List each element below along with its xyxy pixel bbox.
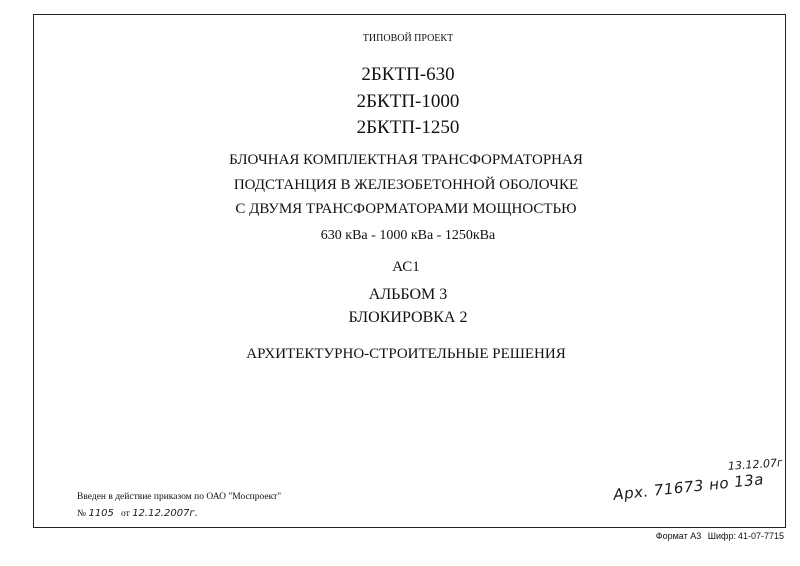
description-line-3: С ДВУМЯ ТРАНСФОРМАТОРАМИ МОЩНОСТЬЮ — [235, 201, 577, 217]
section-title: АРХИТЕКТУРНО-СТРОИТЕЛЬНЫЕ РЕШЕНИЯ — [246, 346, 566, 362]
order-number: 1105 — [88, 508, 114, 519]
order-statement: Введен в действие приказом по ОАО "Моспроект" — [77, 492, 282, 502]
description-line-1: БЛОЧНАЯ КОМПЛЕКТНАЯ ТРАНСФОРМАТОРНАЯ — [229, 152, 583, 168]
cipher-value: 41-07-7715 — [737, 531, 784, 541]
handwritten-date: 13.12.07г — [727, 456, 784, 473]
handwritten-archive-number: Арх. 71673 но 13а — [612, 470, 765, 504]
order-date: 12.12.2007г. — [132, 508, 198, 519]
format-label: Формат А3 — [655, 531, 702, 541]
description-line-2: ПОДСТАНЦИЯ В ЖЕЛЕЗОБЕТОННОЙ ОБОЛОЧКЕ — [233, 177, 579, 193]
cipher-label: Шифр: — [707, 531, 736, 541]
blocking-title: БЛОКИРОВКА 2 — [348, 309, 468, 326]
album-title: АЛЬБОМ 3 — [368, 286, 448, 303]
order-number-line — [77, 508, 198, 519]
model-title-630: 2БКТП-630 — [361, 64, 455, 85]
order-number-label: № — [77, 509, 87, 519]
model-title-1000: 2БКТП-1000 — [356, 91, 460, 112]
power-ratings: 630 кВа - 1000 кВа - 1250кВа — [320, 228, 496, 243]
footer-stamp — [652, 531, 784, 541]
model-title-1250: 2БКТП-1250 — [356, 117, 460, 138]
order-date-label: от — [121, 509, 130, 519]
document-code: АС1 — [392, 259, 420, 275]
project-type-label: ТИПОВОЙ ПРОЕКТ — [362, 33, 454, 44]
